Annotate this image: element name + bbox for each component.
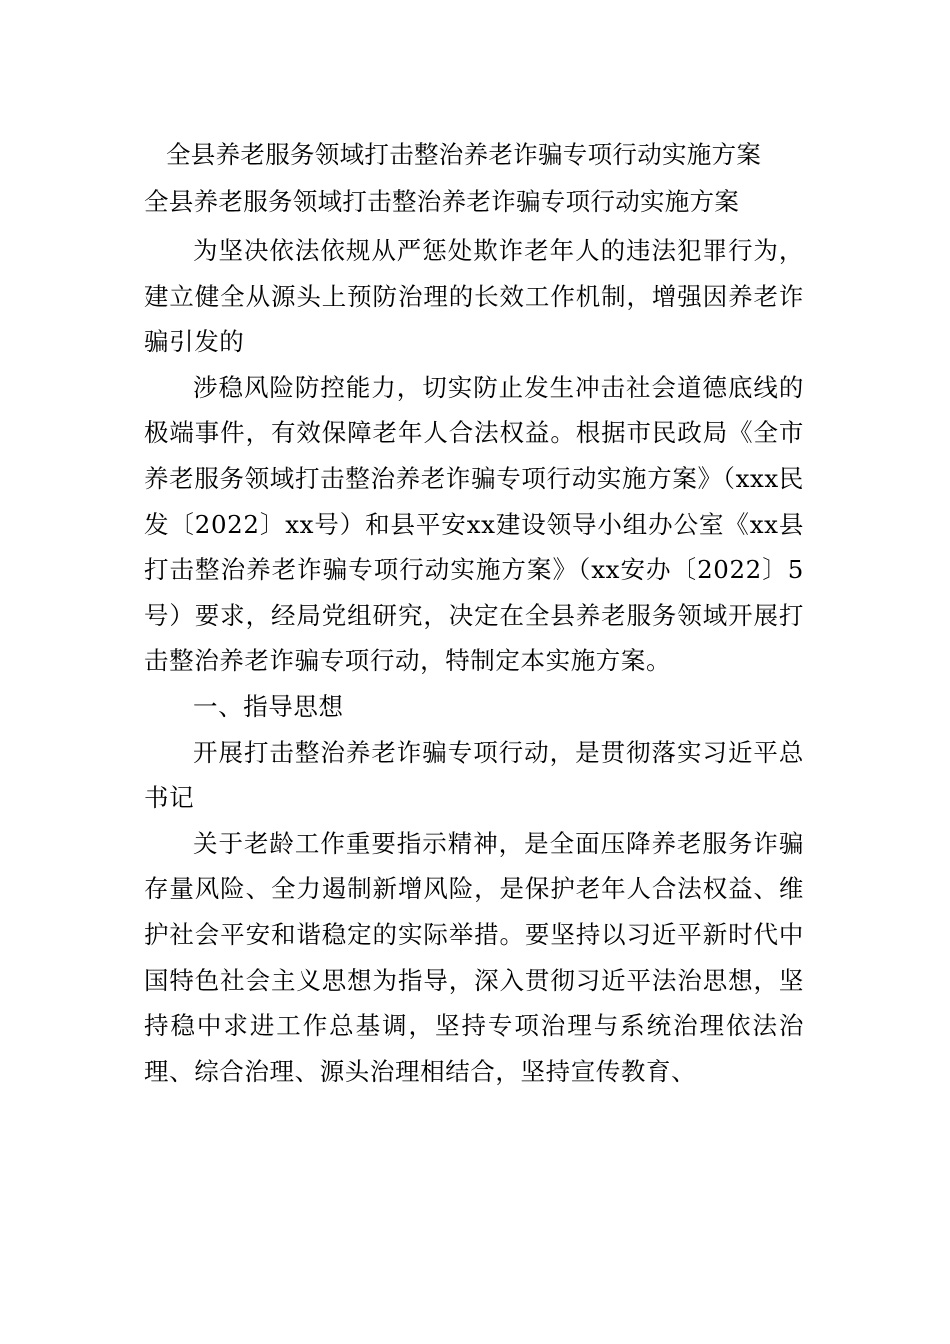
paragraph-basis: 涉稳风险防控能力，切实防止发生冲击社会道德底线的极端事件，有效保障老年人合法权益。根据市民政局《全市养老服务领域打击整治养老诈骗专项行动实施方案》（xxx民发〔2022〕xx号）和县平安xx建设领导小组办公室《xx县打击整治养老诈骗专项行动实施方案》（xx安办〔2022〕5号）要求，经局党组研究，决定在全县养老服务领域开展打击整治养老诈骗专项行动，特制定本实施方案。: [144, 372, 804, 676]
document-body: [144, 228, 804, 1094]
paragraph-guiding-1: 开展打击整治养老诈骗专项行动，是贯彻落实习近平总书记: [144, 737, 804, 813]
paragraph-guiding-2: 关于老龄工作重要指示精神，是全面压降养老服务诈骗存量风险、全力遏制新增风险，是保护老年人合法权益、维护社会平安和谐稳定的实际举措。要坚持以习近平新时代中国特色社会主义思想为指导，深入贯彻习近平法治思想，坚持稳中求进工作总基调，坚持专项治理与系统治理依法治理、综合治理、源头治理相结合，坚持宣传教育、: [144, 828, 804, 1086]
paragraph-intro: 为坚决依法依规从严惩处欺诈老年人的违法犯罪行为，建立健全从源头上预防治理的长效工作机制，增强因养老诈骗引发的: [144, 236, 804, 357]
document-subtitle: 全县养老服务领域打击整治养老诈骗专项行动实施方案: [144, 187, 740, 216]
document-title: 全县养老服务领域打击整治养老诈骗专项行动实施方案: [166, 140, 762, 169]
section-heading-guiding-ideology: 一、指导思想: [193, 691, 344, 721]
